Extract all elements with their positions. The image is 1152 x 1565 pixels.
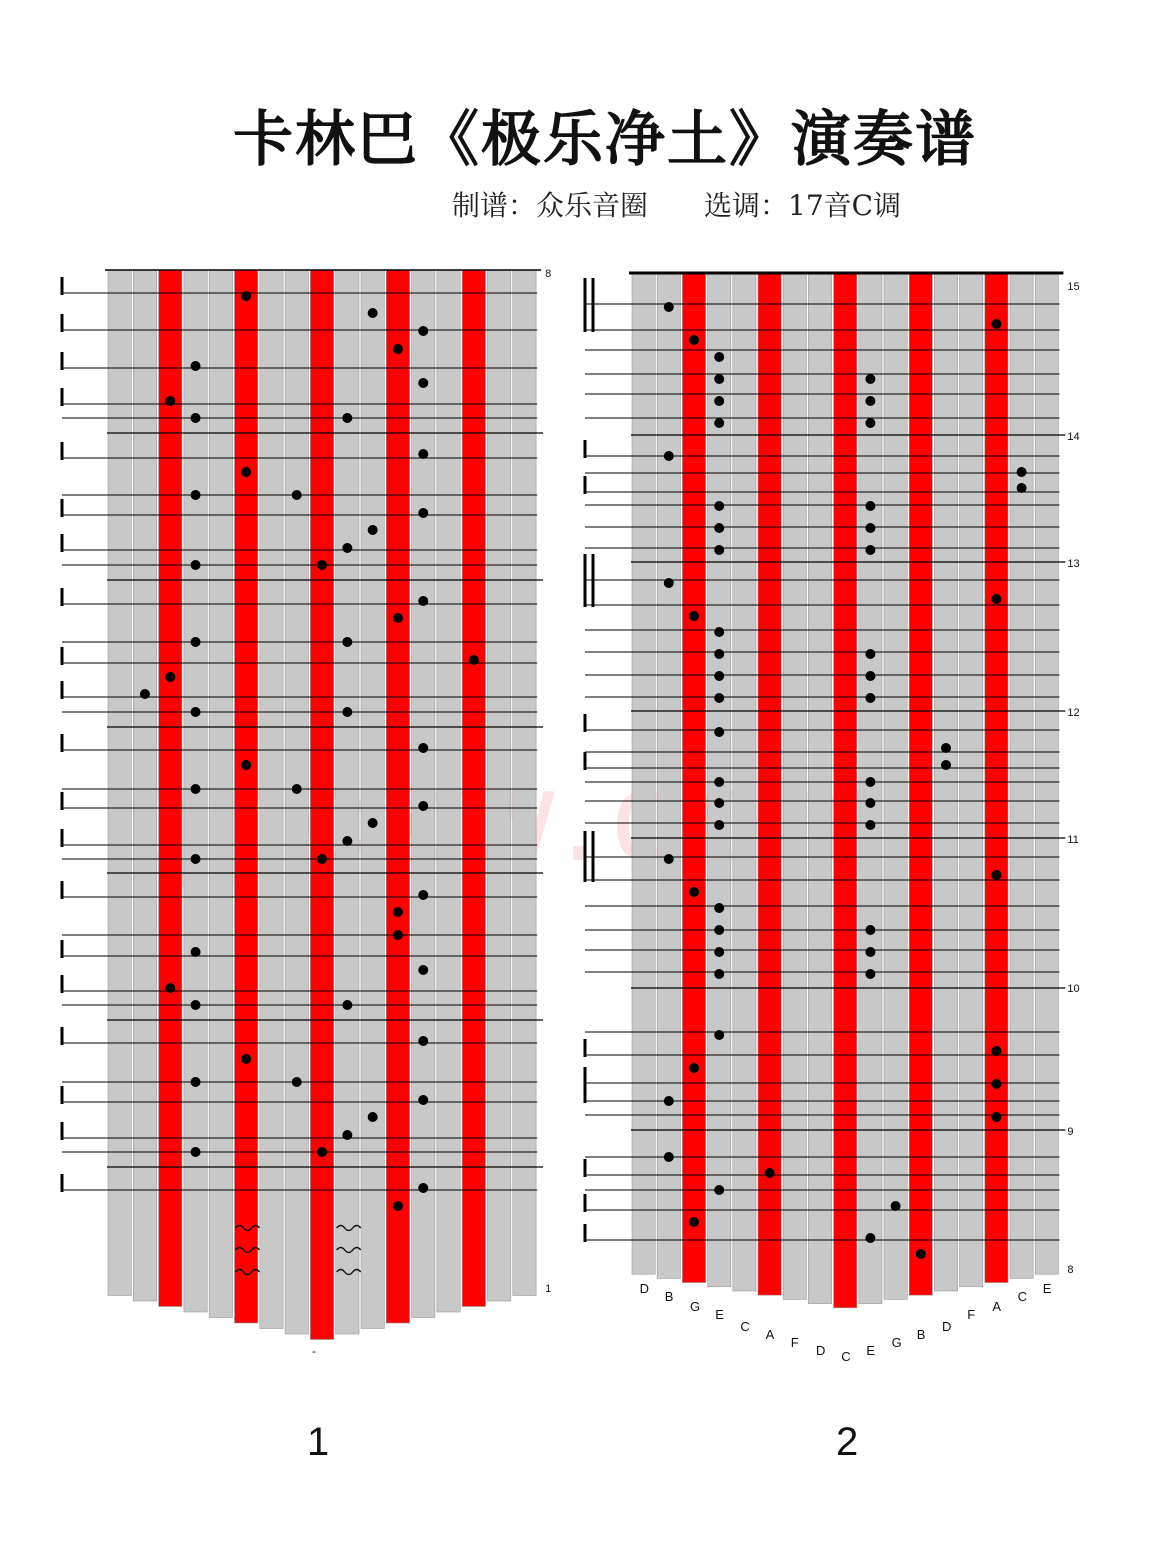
note-dot (714, 649, 724, 659)
tab-panel-2 (585, 273, 1080, 1364)
key-label: B (664, 1289, 674, 1304)
note-dot (991, 319, 1001, 329)
note-dot (140, 689, 150, 699)
note-dot (689, 1217, 699, 1227)
tine (437, 270, 460, 1312)
tine (1035, 273, 1058, 1274)
note-dot (714, 671, 724, 681)
note-dot (1017, 483, 1027, 493)
note-dot (393, 1201, 403, 1211)
note-dot (165, 672, 175, 682)
key-label: 选调： (704, 189, 789, 222)
note-dot (689, 887, 699, 897)
note-dot (714, 1185, 724, 1195)
key-label: F (967, 1307, 976, 1322)
note-dot (191, 784, 201, 794)
note-dot (991, 1079, 1001, 1089)
note-dot (689, 1063, 699, 1073)
note-dot (714, 501, 724, 511)
note-dot (765, 1168, 775, 1178)
note-dot (393, 907, 403, 917)
note-dot (342, 637, 352, 647)
key-label: A (765, 1327, 775, 1342)
note-dot (418, 801, 428, 811)
note-dot (689, 611, 699, 621)
note-dot (191, 707, 201, 717)
tine (386, 270, 409, 1323)
tine (808, 273, 831, 1304)
key-label: B (916, 1327, 926, 1342)
key-label: D (816, 1343, 826, 1358)
note-dot (418, 508, 428, 518)
key-label: C (740, 1319, 750, 1334)
note-dot (664, 451, 674, 461)
measure-label: 10 (1067, 983, 1080, 995)
tine (285, 270, 308, 1334)
measure-label: 9 (1067, 1126, 1074, 1138)
bottom-mark: - (312, 1344, 316, 1358)
note-dot (1017, 467, 1027, 477)
note-dot (865, 649, 875, 659)
measure-label: 12 (1067, 707, 1080, 719)
note-dot (714, 727, 724, 737)
note-dot (342, 1130, 352, 1140)
note-dot (418, 1036, 428, 1046)
measure-label: 13 (1067, 558, 1080, 570)
note-dot (865, 969, 875, 979)
author-label: 制谱： (452, 189, 537, 222)
note-dot (342, 836, 352, 846)
note-dot (664, 1096, 674, 1106)
note-dot (865, 798, 875, 808)
note-dot (393, 930, 403, 940)
note-dot (292, 784, 302, 794)
measure-label: 11 (1067, 834, 1079, 846)
note-dot (664, 302, 674, 312)
note-dot (865, 1233, 875, 1243)
note-dot (368, 525, 378, 535)
note-dot (714, 545, 724, 555)
tine (1010, 273, 1033, 1278)
key-label: G (891, 1335, 902, 1350)
note-dot (342, 413, 352, 423)
tine (209, 270, 232, 1318)
note-dot (317, 1147, 327, 1157)
note-dot (342, 1000, 352, 1010)
note-dot (865, 396, 875, 406)
note-dot (292, 1077, 302, 1087)
key-label: D (942, 1319, 952, 1334)
note-dot (191, 560, 201, 570)
tine (985, 273, 1008, 1283)
note-dot (191, 1147, 201, 1157)
key-value: 17音C调 (788, 189, 902, 222)
note-dot (714, 925, 724, 935)
note-dot (865, 374, 875, 384)
tine (235, 270, 258, 1323)
note-dot (191, 637, 201, 647)
key-label: C (1017, 1289, 1027, 1304)
note-dot (865, 693, 875, 703)
note-dot (368, 818, 378, 828)
tine (412, 270, 435, 1318)
note-dot (714, 627, 724, 637)
note-dot (714, 418, 724, 428)
key-label: G (690, 1299, 701, 1314)
note-dot (165, 396, 175, 406)
tine (310, 270, 333, 1340)
note-dot (241, 760, 251, 770)
page-number-2: 2 (836, 1420, 859, 1464)
note-dot (714, 1030, 724, 1040)
note-dot (991, 870, 1001, 880)
page-title: 卡林巴《极乐净土》演奏谱 (233, 105, 977, 175)
note-dot (714, 820, 724, 830)
tine (133, 270, 156, 1301)
key-label: A (992, 1299, 1002, 1314)
tine (488, 270, 511, 1301)
tine (361, 270, 384, 1329)
tine (513, 270, 536, 1296)
note-dot (865, 501, 875, 511)
key-label: E (715, 1307, 724, 1322)
note-dot (418, 743, 428, 753)
note-dot (865, 925, 875, 935)
note-dot (891, 1201, 901, 1211)
note-dot (916, 1249, 926, 1259)
note-dot (714, 969, 724, 979)
key-label: F (790, 1335, 799, 1350)
note-dot (368, 1112, 378, 1122)
note-dot (191, 490, 201, 500)
note-dot (191, 1000, 201, 1010)
tine (960, 273, 983, 1287)
note-dot (991, 594, 1001, 604)
note-dot (941, 760, 951, 770)
note-dot (865, 671, 875, 681)
note-dot (714, 777, 724, 787)
measure-label: 15 (1067, 281, 1080, 293)
note-dot (317, 854, 327, 864)
tine (462, 270, 485, 1307)
note-dot (191, 854, 201, 864)
note-dot (418, 596, 428, 606)
note-dot (241, 291, 251, 301)
note-dot (191, 1077, 201, 1087)
tine (336, 270, 359, 1334)
note-dot (418, 890, 428, 900)
note-dot (664, 578, 674, 588)
note-dot (664, 1152, 674, 1162)
note-dot (393, 613, 403, 623)
note-dot (714, 693, 724, 703)
measure-label: 8 (545, 268, 552, 280)
note-dot (714, 352, 724, 362)
tine (783, 273, 806, 1299)
note-dot (418, 326, 428, 336)
note-dot (191, 361, 201, 371)
note-dot (418, 378, 428, 388)
tine (834, 273, 857, 1308)
note-dot (292, 490, 302, 500)
tab-panel-1 (62, 268, 551, 1358)
tine (260, 270, 283, 1329)
tine (657, 273, 680, 1278)
tine (909, 273, 932, 1295)
note-dot (714, 374, 724, 384)
note-dot (418, 965, 428, 975)
key-label: D (639, 1281, 649, 1296)
note-dot (991, 1046, 1001, 1056)
tine (108, 270, 131, 1296)
key-label: E (866, 1343, 876, 1358)
note-dot (941, 743, 951, 753)
note-dot (191, 947, 201, 957)
tine (159, 270, 182, 1307)
note-dot (368, 308, 378, 318)
measure-label: 8 (1067, 1264, 1074, 1276)
note-dot (418, 1095, 428, 1105)
tine (884, 273, 907, 1299)
note-dot (865, 820, 875, 830)
note-dot (865, 545, 875, 555)
measure-label: 14 (1067, 431, 1080, 443)
note-dot (469, 655, 479, 665)
note-dot (664, 854, 674, 864)
measure-label: 1 (545, 1283, 552, 1295)
note-dot (342, 543, 352, 553)
key-label: E (1042, 1281, 1052, 1296)
note-dot (714, 798, 724, 808)
note-dot (714, 903, 724, 913)
note-dot (865, 947, 875, 957)
note-dot (165, 983, 175, 993)
note-dot (991, 1112, 1001, 1122)
tine (758, 273, 781, 1295)
note-dot (317, 560, 327, 570)
tine (682, 273, 705, 1283)
page-number-1: 1 (307, 1420, 330, 1464)
key-label: C (841, 1349, 851, 1364)
note-dot (393, 344, 403, 354)
note-dot (714, 523, 724, 533)
tine (632, 273, 655, 1274)
note-dot (714, 947, 724, 957)
note-dot (714, 396, 724, 406)
note-dot (689, 335, 699, 345)
note-dot (418, 1183, 428, 1193)
note-dot (865, 523, 875, 533)
author-name: 众乐音圈 (536, 189, 649, 222)
note-dot (865, 777, 875, 787)
note-dot (418, 449, 428, 459)
note-dot (241, 467, 251, 477)
note-dot (865, 418, 875, 428)
note-dot (241, 1054, 251, 1064)
note-dot (191, 413, 201, 423)
note-dot (342, 707, 352, 717)
